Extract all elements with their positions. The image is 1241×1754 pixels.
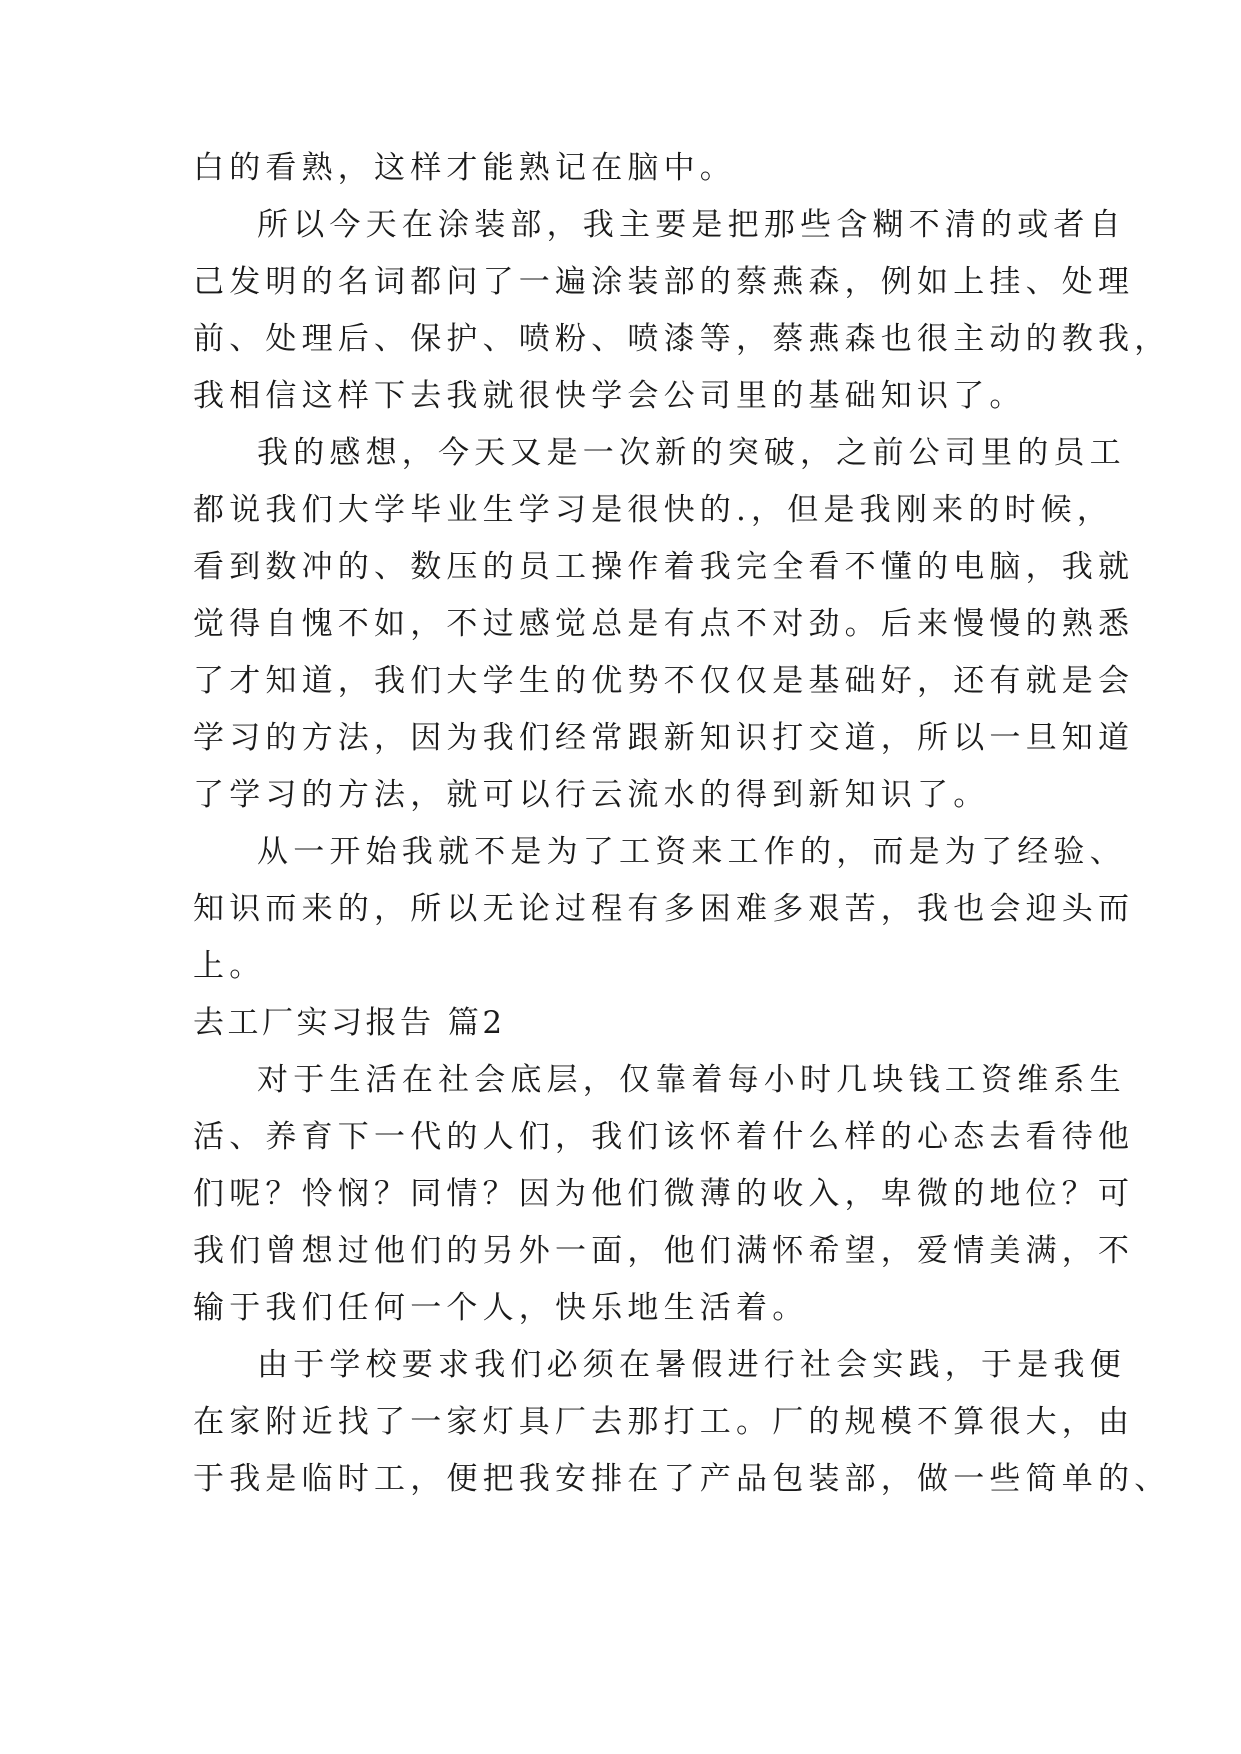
paragraph-start-line: 由于学校要求我们必须在暑假进行社会实践，于是我便 [257, 1347, 1126, 1383]
text-line: 输于我们任何一个人，快乐地生活着。 [193, 1290, 809, 1326]
text-line: 学习的方法，因为我们经常跟新知识打交道，所以一旦知道 [193, 720, 1135, 756]
text-line: 看到数冲的、数压的员工操作着我完全看不懂的电脑，我就 [193, 549, 1135, 585]
text-line: 上。 [193, 948, 266, 984]
text-line: 了才知道，我们大学生的优势不仅仅是基础好，还有就是会 [193, 663, 1135, 699]
text-line: 于我是临时工，便把我安排在了产品包装部，做一些简单的、 [193, 1461, 1171, 1497]
text-line: 知识而来的，所以无论过程有多困难多艰苦，我也会迎头而 [193, 891, 1135, 927]
text-line: 己发明的名词都问了一遍涂装部的蔡燕森，例如上挂、处理 [193, 264, 1135, 300]
paragraph-start-line: 对于生活在社会底层，仅靠着每小时几块钱工资维系生 [257, 1062, 1126, 1098]
text-line: 我们曾想过他们的另外一面，他们满怀希望，爱情美满，不 [193, 1233, 1135, 1269]
text-line: 在家附近找了一家灯具厂去那打工。厂的规模不算很大，由 [193, 1404, 1135, 1440]
text-line: 了学习的方法，就可以行云流水的得到新知识了。 [193, 777, 990, 813]
paragraph-start-line: 我的感想，今天又是一次新的突破，之前公司里的员工 [257, 435, 1126, 471]
paragraph-start-line: 从一开始我就不是为了工资来工作的，而是为了经验、 [257, 834, 1126, 870]
text-line: 白的看熟，这样才能熟记在脑中。 [193, 150, 736, 186]
text-line: 前、处理后、保护、喷粉、喷漆等，蔡燕森也很主动的教我， [193, 321, 1171, 357]
text-line: 都说我们大学毕业生学习是很快的.，但是我刚来的时候， [193, 492, 1114, 528]
text-line: 我相信这样下去我就很快学会公司里的基础知识了。 [193, 378, 1026, 414]
section-heading: 去工厂实习报告 篇2 [193, 1005, 506, 1041]
text-line: 活、养育下一代的人们，我们该怀着什么样的心态去看待他 [193, 1119, 1135, 1155]
text-line: 们呢？怜悯？同情？因为他们微薄的收入，卑微的地位？可 [193, 1176, 1135, 1212]
text-line: 觉得自愧不如，不过感觉总是有点不对劲。后来慢慢的熟悉 [193, 606, 1135, 642]
paragraph-start-line: 所以今天在涂装部，我主要是把那些含糊不清的或者自 [257, 207, 1126, 243]
